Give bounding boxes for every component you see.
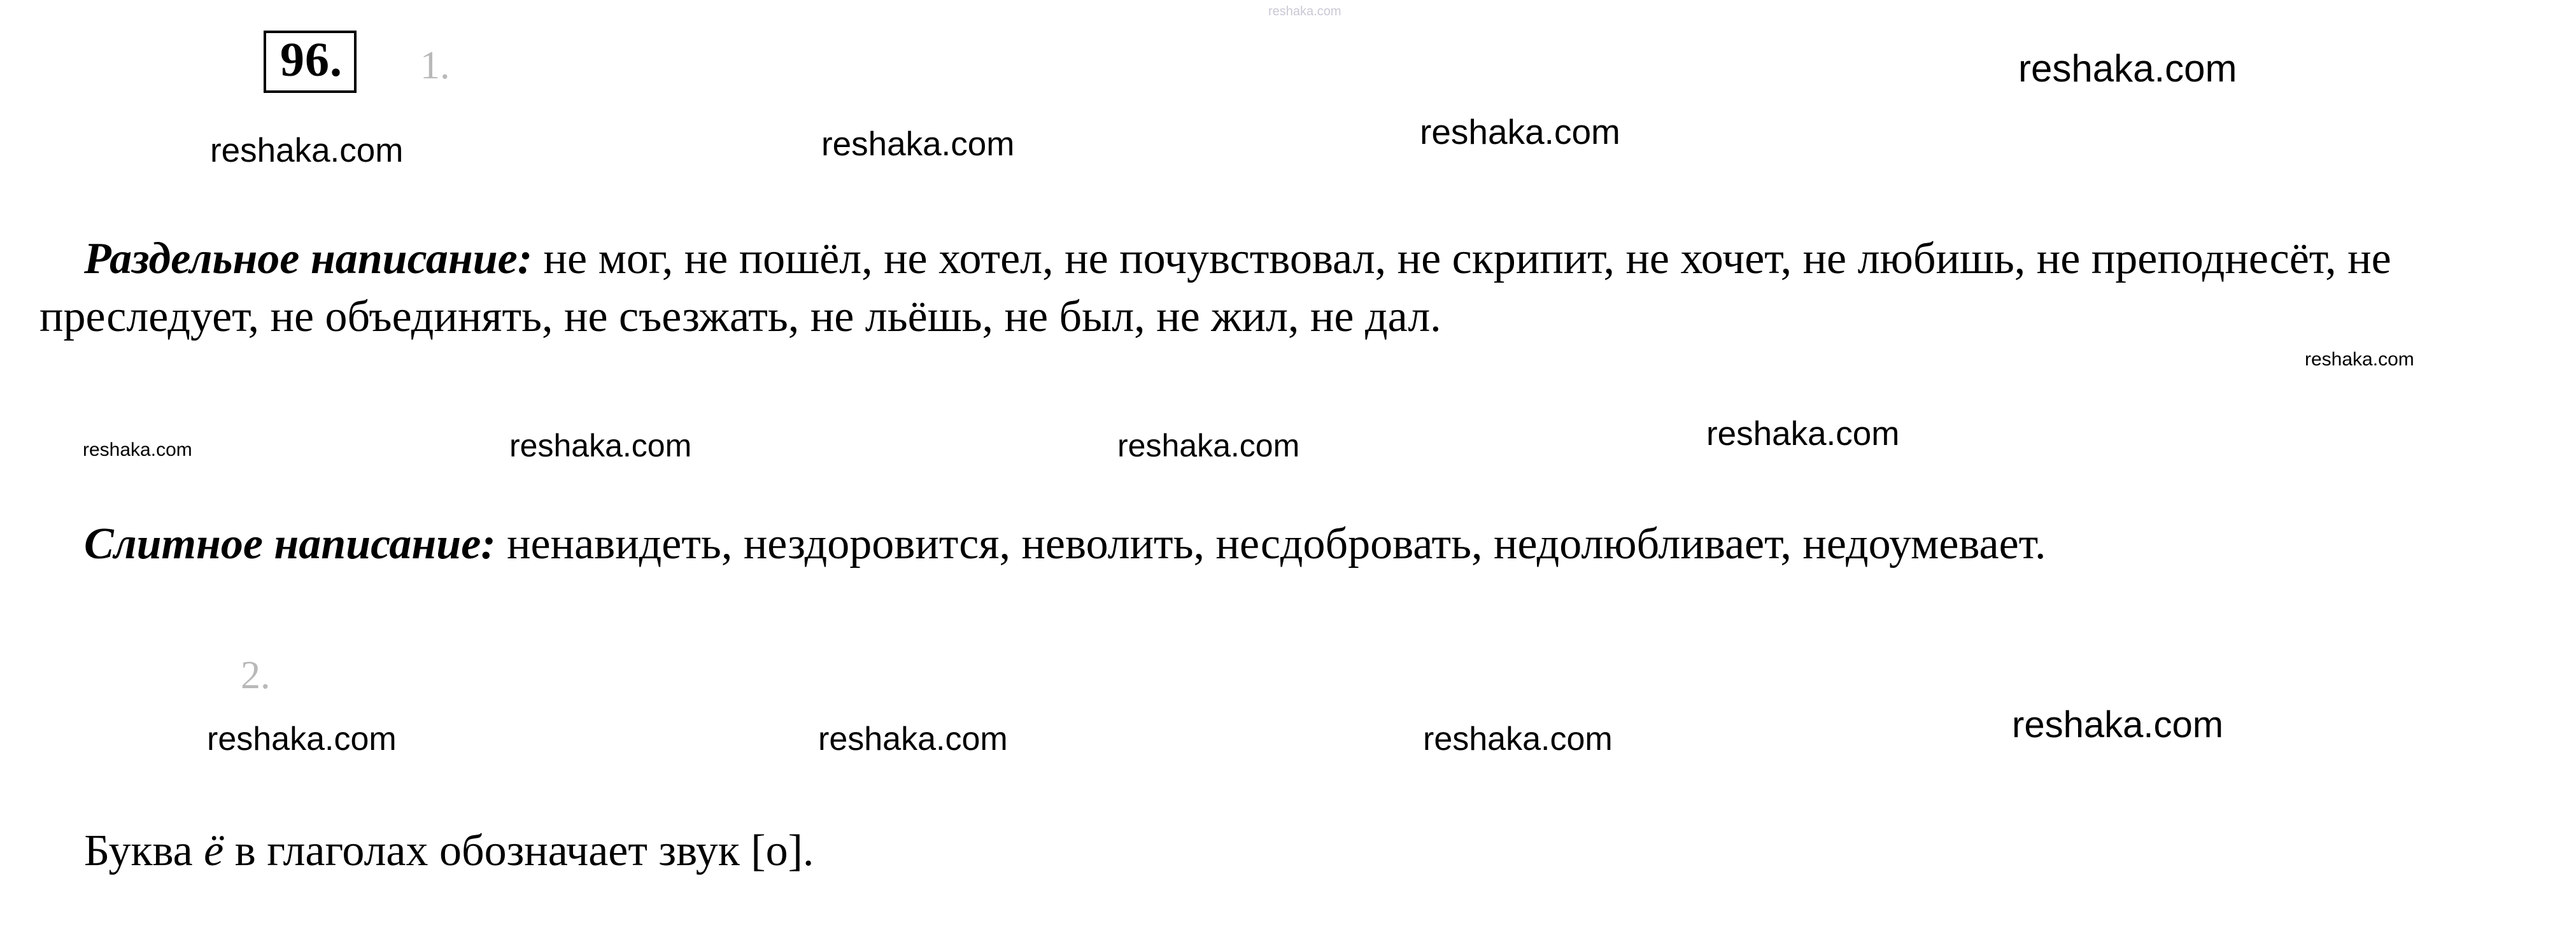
together-spelling-paragraph [39,457,2542,631]
watermark: reshaka.com [821,125,1015,163]
watermark: reshaka.com [1268,4,1341,18]
item-marker-2: 2. [241,654,271,697]
answer-paragraph [39,764,2542,925]
watermark: reshaka.com [1706,415,1900,453]
watermark: reshaka.com [2018,47,2237,90]
watermark: reshaka.com [210,132,404,169]
separate-spelling-paragraph [39,172,2542,404]
watermark: reshaka.com [818,721,1008,758]
together-spelling-label: Слитное написание: [84,519,496,568]
watermark: reshaka.com [1117,428,1300,463]
separate-spelling-list: не мог, не пошёл, не хотел, не почувствовал, не скрипит, не хочет, не любишь, не преподнесёт, не преследует, не объединять, не съезжать, не льёшь, не был, не жил, не дал. [39,234,2403,341]
watermark: reshaka.com [2305,349,2414,370]
watermark: reshaka.com [83,439,192,460]
watermark: reshaka.com [207,721,397,758]
watermark: reshaka.com [2012,704,2224,745]
answer-letter: ё [204,826,224,875]
answer-suffix: в глаголах обозначает звук [о]. [223,826,814,875]
watermark: reshaka.com [1423,721,1613,758]
separate-spelling-label: Раздельное написание: [84,234,533,283]
answer-prefix: Буква [84,826,204,875]
together-spelling-list: ненавидеть, нездоровится, неволить, несдобровать, недолюбливает, недоумевает. [495,519,2046,568]
exercise-number: 96. [264,31,357,93]
item-marker-1: 1. [420,44,450,87]
watermark: reshaka.com [509,428,692,463]
watermark: reshaka.com [1420,112,1620,152]
